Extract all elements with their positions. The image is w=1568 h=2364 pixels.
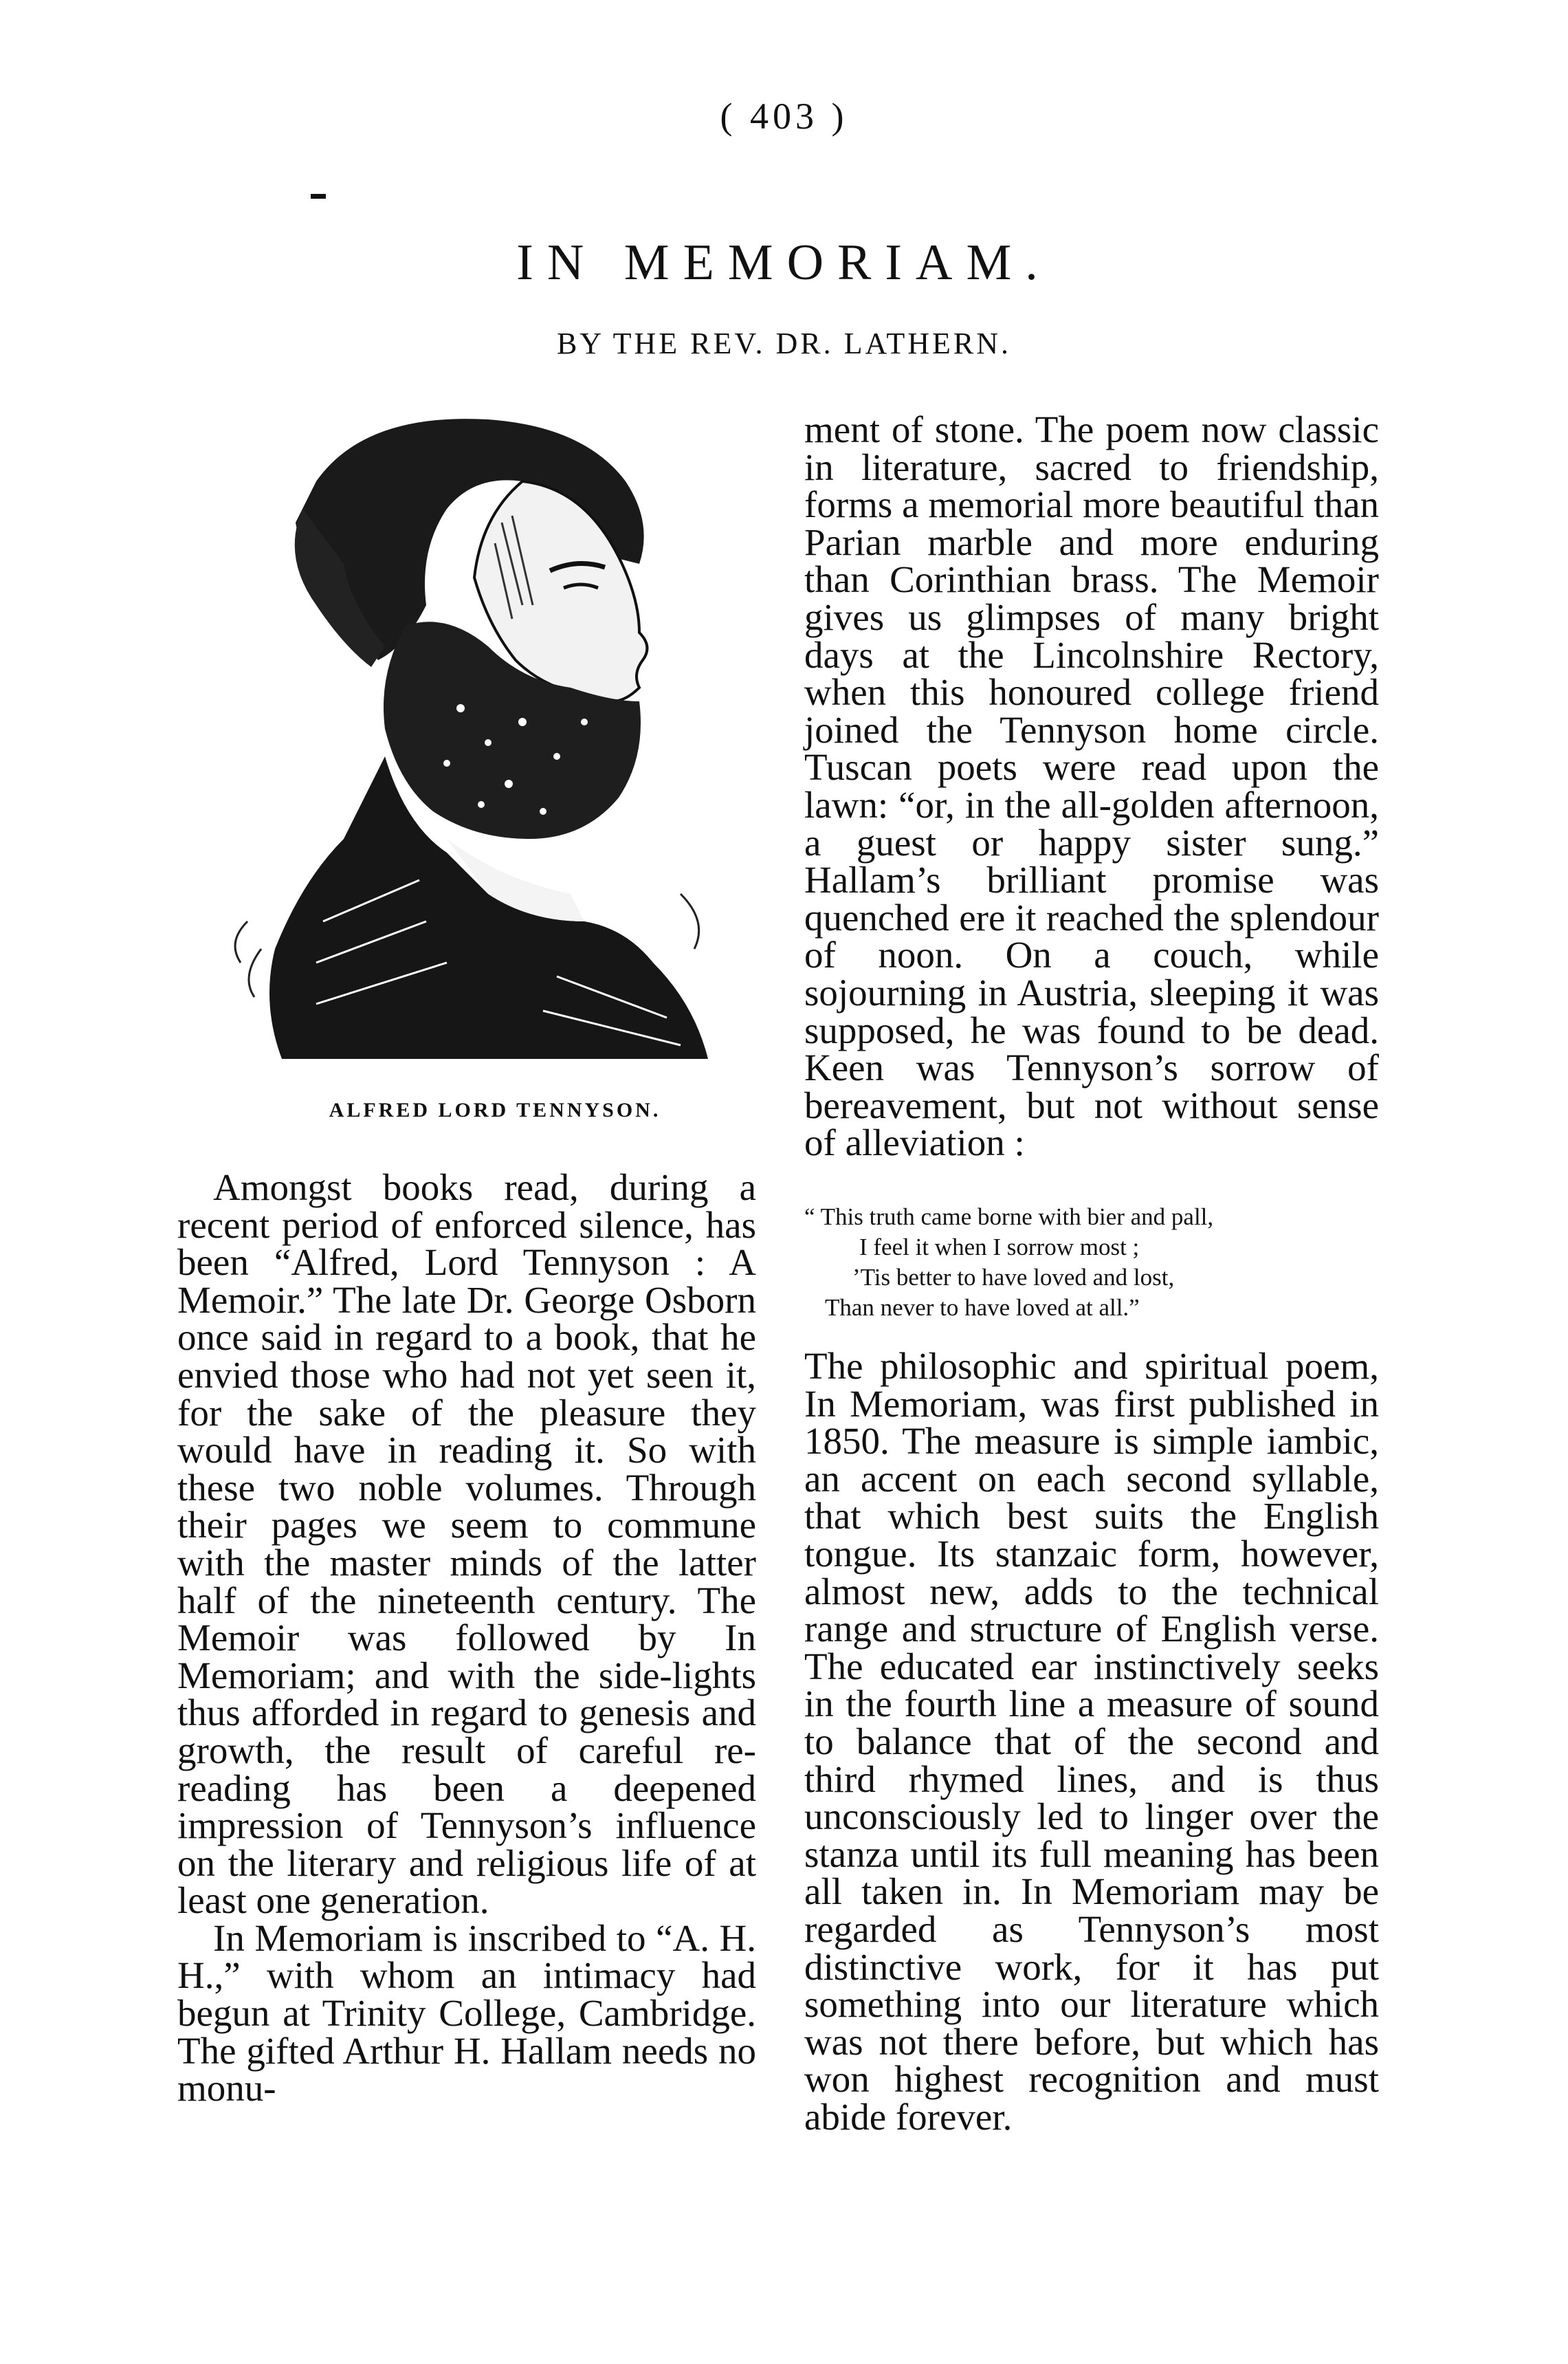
decorative-dash: [311, 194, 326, 199]
paragraph-philosophic-poem: The philosophic and spiritual poem, In Memoriam, was first published in 1850. The measure is simple iambic, an accent on each second syllable, that which best suits the English tongue. Its stanzaic form, however, almost new, adds to the technical range and structure of English verse. The educated ear instinctively seeks in the fourth line a measure of sound to balance that of the second and third rhymed lines, and is thus unconsciously led to linger over the stanza until its full meaning has been all taken in. In Memoriam may be regarded as Tennyson’s most distinctive work, for it has put something into our literature which was not there before, but which has won highest recognition and must abide forever.: [804, 1345, 1379, 2138]
poem-quotation: [804, 1202, 1379, 1323]
quote-line: Than never to have loved at all.”: [825, 1294, 1140, 1321]
quote-line: “ This truth came borne with bier and pall,: [804, 1203, 1214, 1230]
page-number: ( 403 ): [720, 96, 848, 137]
paragraph-monument-of-stone: ment of stone. The poem now classic in literature, sacred to friendship, forms a memorial more beautiful than Parian marble and more enduring than Corinthian brass. The Memoir gives us glimpses of many bright days at the Lincolnshire Rectory, when this honoured college friend joined the Tennyson home circle. Tuscan poets were read upon the lawn: “or, in the all-golden afternoon, a guest or happy sister sung.” Hallam’s brilliant promise was quenched ere it reached the splendour of noon. On a couch, while sojourning in Austria, sleeping it was supposed, he was found to be dead. Keen was Tennyson’s sorrow of bereavement, but not without sense of alleviation :: [804, 408, 1379, 1164]
right-column-bottom: [804, 1345, 1379, 2138]
paragraph-amongst-books: Amongst books read, during a recent period of enforced silence, has been “Alfred, Lord Tennyson : A Memoir.” The late Dr. George Osborn once said in regard to a book, that he envied those who had not yet seen it, for the sake of the pleasure they would have in reading it. So with these two noble volumes. Through their pages we seem to commune with the master minds of the latter half of the nineteenth century. The Memoir was followed by In Memoriam; and with the side-lights thus afforded in regard to genesis and growth, the result of careful re-reading has been a deepened impression of Tennyson’s influence on the literary and religious life of at least one generation.: [177, 1166, 756, 1922]
left-column: [177, 1166, 756, 2110]
quote-line: ’Tis better to have loved and lost,: [852, 1264, 1175, 1291]
tennyson-portrait-engraving: [199, 399, 729, 1086]
quote-line: I feel it when I sorrow most ;: [859, 1234, 1140, 1260]
author-byline: BY THE REV. DR. LATHERN.: [556, 327, 1012, 360]
paragraph-in-memoriam-inscribed: In Memoriam is inscribed to “A. H. H.,” with whom an intimacy had begun at Trinity College, Cambridge. The gifted Arthur H. Hallam needs no monu-: [177, 1916, 756, 2110]
article-title: IN MEMORIAM.: [516, 234, 1052, 291]
portrait-caption: ALFRED LORD TENNYSON.: [329, 1099, 661, 1121]
right-column-top: [804, 408, 1379, 1164]
